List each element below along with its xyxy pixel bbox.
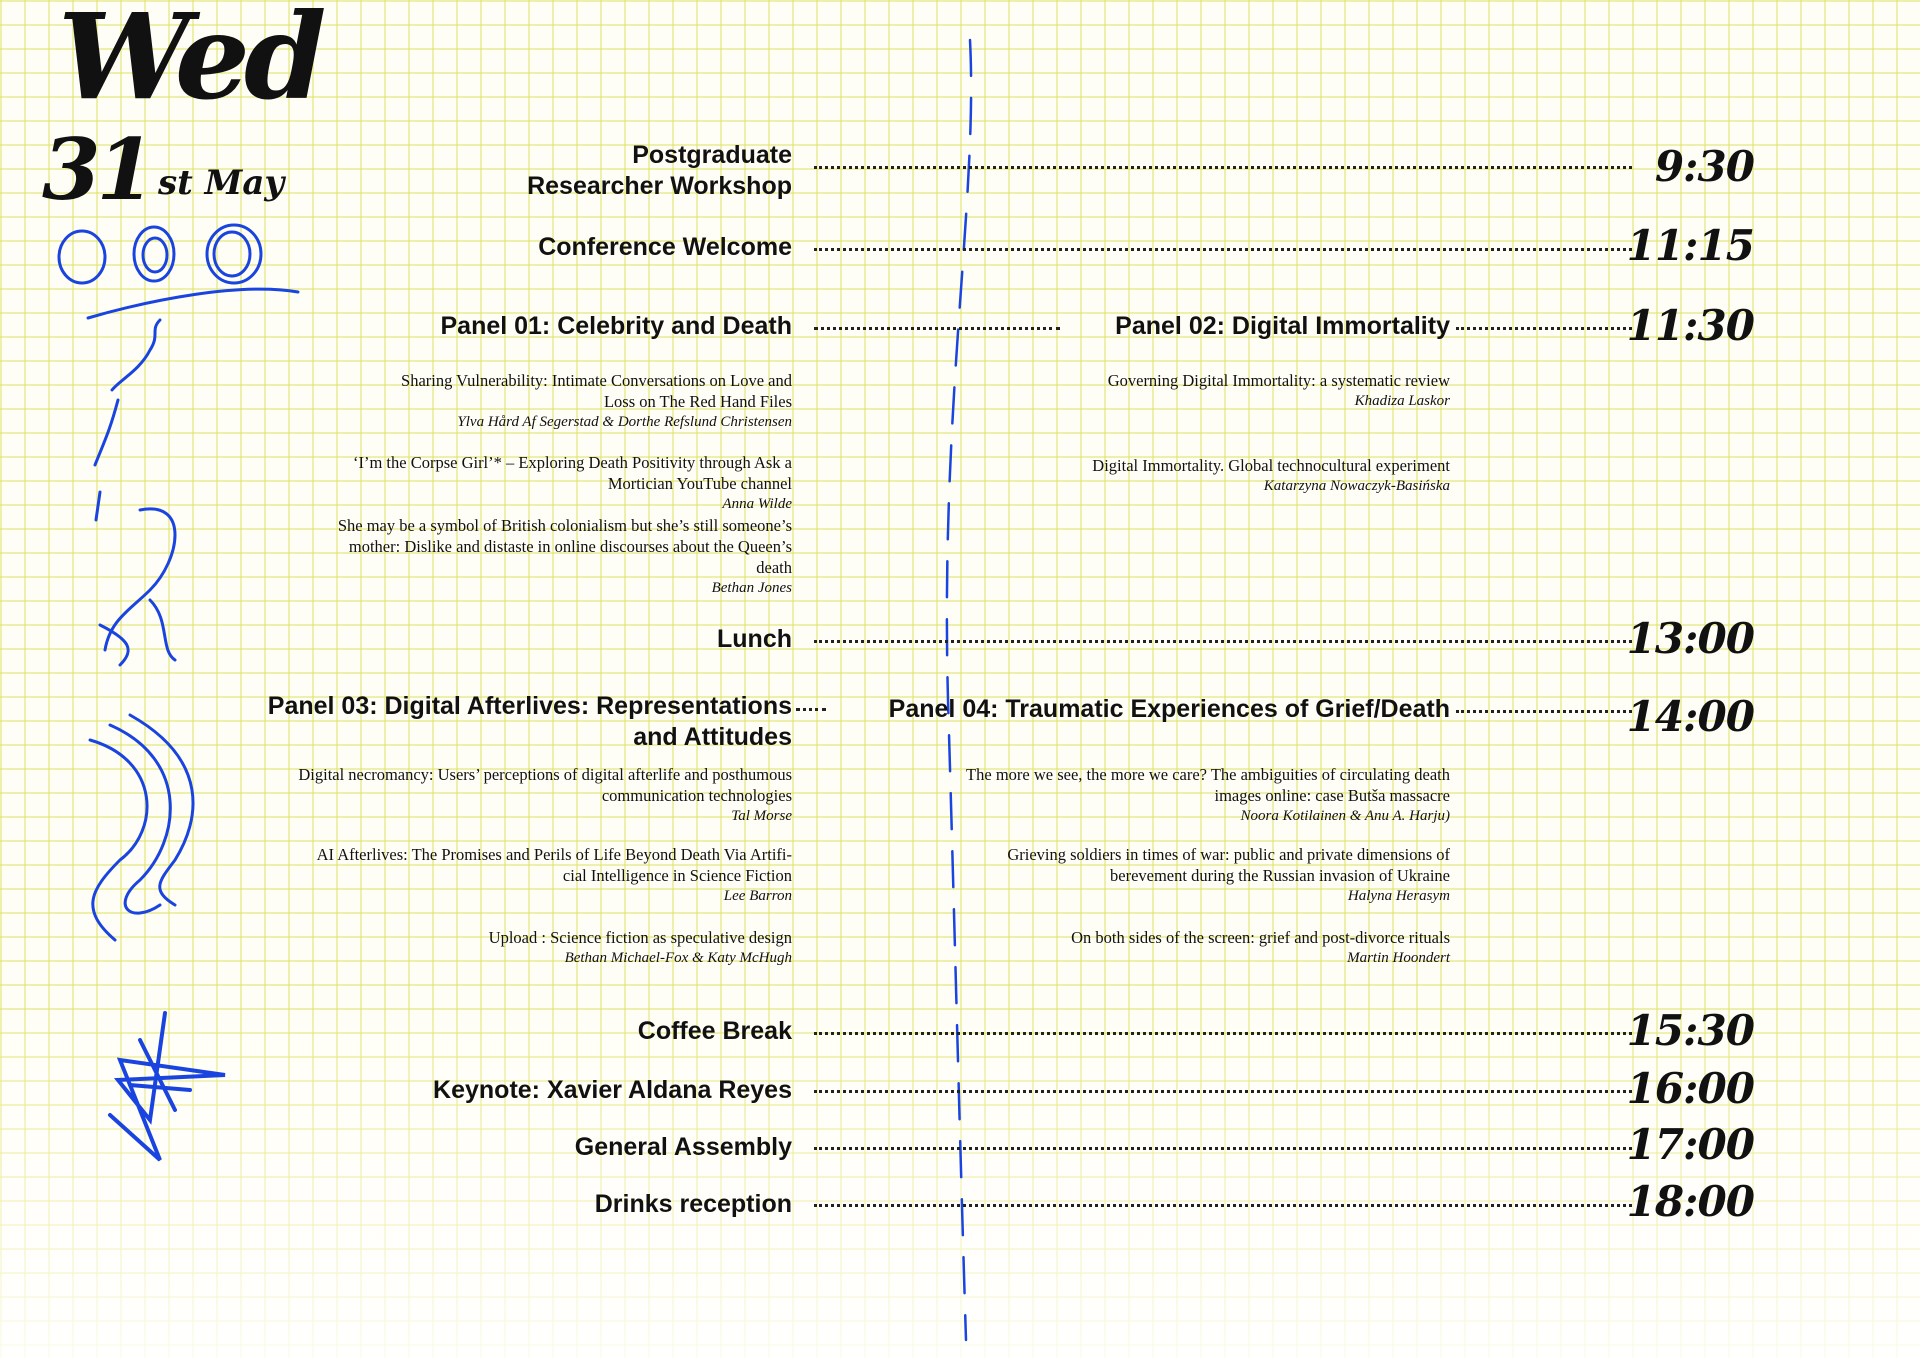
doodle-dashed-line (947, 40, 971, 1340)
talk-title-line: Sharing Vulnerability: Intimate Conversations on Love and (401, 371, 792, 390)
time-welcome: 11:15 (1626, 221, 1754, 270)
talk-p04-1 (810, 764, 1450, 827)
dots-panel03 (796, 708, 826, 711)
talk-title-line: ‘I’m the Corpse Girl’* – Exploring Death Positivity through Ask a (352, 453, 792, 472)
talk-title-line: Digital necromancy: Users’ perceptions of digital afterlife and posthumous (298, 765, 792, 784)
talk-authors: Halyna Herasym (1347, 888, 1450, 904)
dots-coffee (814, 1032, 1632, 1035)
doodle-underline (88, 289, 298, 318)
time-assembly: 17:00 (1626, 1120, 1754, 1169)
doodle-star (110, 1013, 225, 1160)
talk-p03-1 (152, 764, 792, 827)
panel03-line1: Panel 03: Digital Afterlives: Representations (267, 692, 792, 720)
dots-panel02 (1456, 327, 1632, 330)
dots-welcome (814, 248, 1632, 251)
talk-p02-2 (890, 455, 1450, 497)
panel01-heading: Panel 01: Celebrity and Death (440, 312, 792, 340)
talk-title-line: Loss on The Red Hand Files (603, 392, 792, 411)
talk-title-line: mother: Dislike and distaste in online discourses about the Queen’s (348, 537, 792, 556)
talk-title-line: berevement during the Russian invasion of Ukraine (1110, 866, 1450, 885)
doodle-scribble-1 (100, 509, 175, 665)
doodle-handwriting (95, 320, 160, 520)
weekday-heading: Wed (58, 0, 321, 126)
postgrad-heading (527, 140, 792, 202)
talk-title-line: Upload : Science fiction as speculative design (488, 928, 792, 947)
talk-authors: Katarzyna Nowaczyk-Basińska (1263, 478, 1450, 494)
doodle-circle-2b (143, 238, 167, 272)
talk-p04-3 (810, 927, 1450, 969)
talk-title-line: She may be a symbol of British colonialism but she’s still someone’s (337, 516, 792, 535)
panel03-line2: and Attitudes (633, 723, 792, 751)
talk-authors: Anna Wilde (722, 496, 792, 512)
dots-keynote (814, 1090, 1632, 1093)
time-panel01: 11:30 (1626, 301, 1754, 350)
talk-title-line: Mortician YouTube channel (607, 474, 792, 493)
talk-title-line: Governing Digital Immortality: a systematic review (1107, 371, 1450, 390)
talk-title-line: death (756, 558, 792, 577)
talk-title-line: The more we see, the more we care? The ambiguities of circulating death (966, 765, 1450, 784)
talk-authors: Noora Kotilainen & Anu A. Harju) (1240, 808, 1450, 824)
talk-title-line: On both sides of the screen: grief and post-divorce rituals (1071, 928, 1450, 947)
talk-p03-3 (152, 927, 792, 969)
talk-title-line: Digital Immortality. Global technocultural experiment (1092, 456, 1450, 475)
dots-lunch (814, 640, 1632, 643)
time-coffee: 15:30 (1626, 1006, 1754, 1055)
assembly-heading: General Assembly (574, 1133, 792, 1161)
talk-title-line: AI Afterlives: The Promises and Perils of Life Beyond Death Via Artifi- (316, 845, 792, 864)
talk-title-line: Grieving soldiers in times of war: public and private dimensions of (1007, 845, 1450, 864)
talk-p01-1 (192, 370, 792, 433)
panel02-heading: Panel 02: Digital Immortality (1115, 312, 1450, 340)
dots-postgrad (814, 166, 1632, 169)
talk-authors: Lee Barron (723, 888, 792, 904)
date-rest: st May (158, 163, 285, 203)
talk-p03-2 (152, 844, 792, 907)
talk-p01-2 (192, 452, 792, 515)
keynote-heading: Keynote: Xavier Aldana Reyes (433, 1076, 792, 1104)
talk-p01-3 (192, 515, 792, 599)
coffee-heading: Coffee Break (637, 1017, 792, 1045)
talk-authors: Martin Hoondert (1347, 950, 1450, 966)
talk-authors: Bethan Michael-Fox & Katy McHugh (564, 950, 792, 966)
dots-drinks (814, 1204, 1632, 1207)
talk-title-line: images online: case Butša massacre (1214, 786, 1450, 805)
time-lunch: 13:00 (1626, 614, 1754, 663)
time-postgrad: 9:30 (1654, 142, 1754, 191)
panel04-heading: Panel 04: Traumatic Experiences of Grief/Death (888, 695, 1450, 723)
date-number: 31 (42, 120, 151, 219)
talk-title-line: communication technologies (601, 786, 792, 805)
talk-p02-1 (890, 370, 1450, 412)
drinks-heading: Drinks reception (594, 1190, 792, 1218)
panel03-heading (268, 691, 792, 753)
talk-title-line: cial Intelligence in Science Fiction (562, 866, 792, 885)
talk-p04-2 (810, 844, 1450, 907)
dots-assembly (814, 1147, 1632, 1150)
time-keynote: 16:00 (1626, 1064, 1754, 1113)
welcome-heading: Conference Welcome (538, 233, 792, 261)
lunch-heading: Lunch (717, 625, 792, 653)
doodle-circle-3b (214, 232, 250, 276)
talk-authors: Tal Morse (731, 808, 792, 824)
talk-authors: Khadiza Laskor (1354, 393, 1450, 409)
postgrad-line2: Researcher Workshop (527, 172, 792, 200)
time-drinks: 18:00 (1626, 1177, 1754, 1226)
dots-panel01 (814, 327, 1060, 330)
talk-authors: Ylva Hård Af Segerstad & Dorthe Refslund Christensen (457, 414, 792, 430)
talk-authors: Bethan Jones (711, 580, 792, 596)
doodle-circle-1 (59, 231, 105, 283)
postgrad-line1: Postgraduate (632, 141, 792, 169)
time-panel03: 14:00 (1626, 692, 1754, 741)
dots-panel04 (1456, 710, 1632, 713)
